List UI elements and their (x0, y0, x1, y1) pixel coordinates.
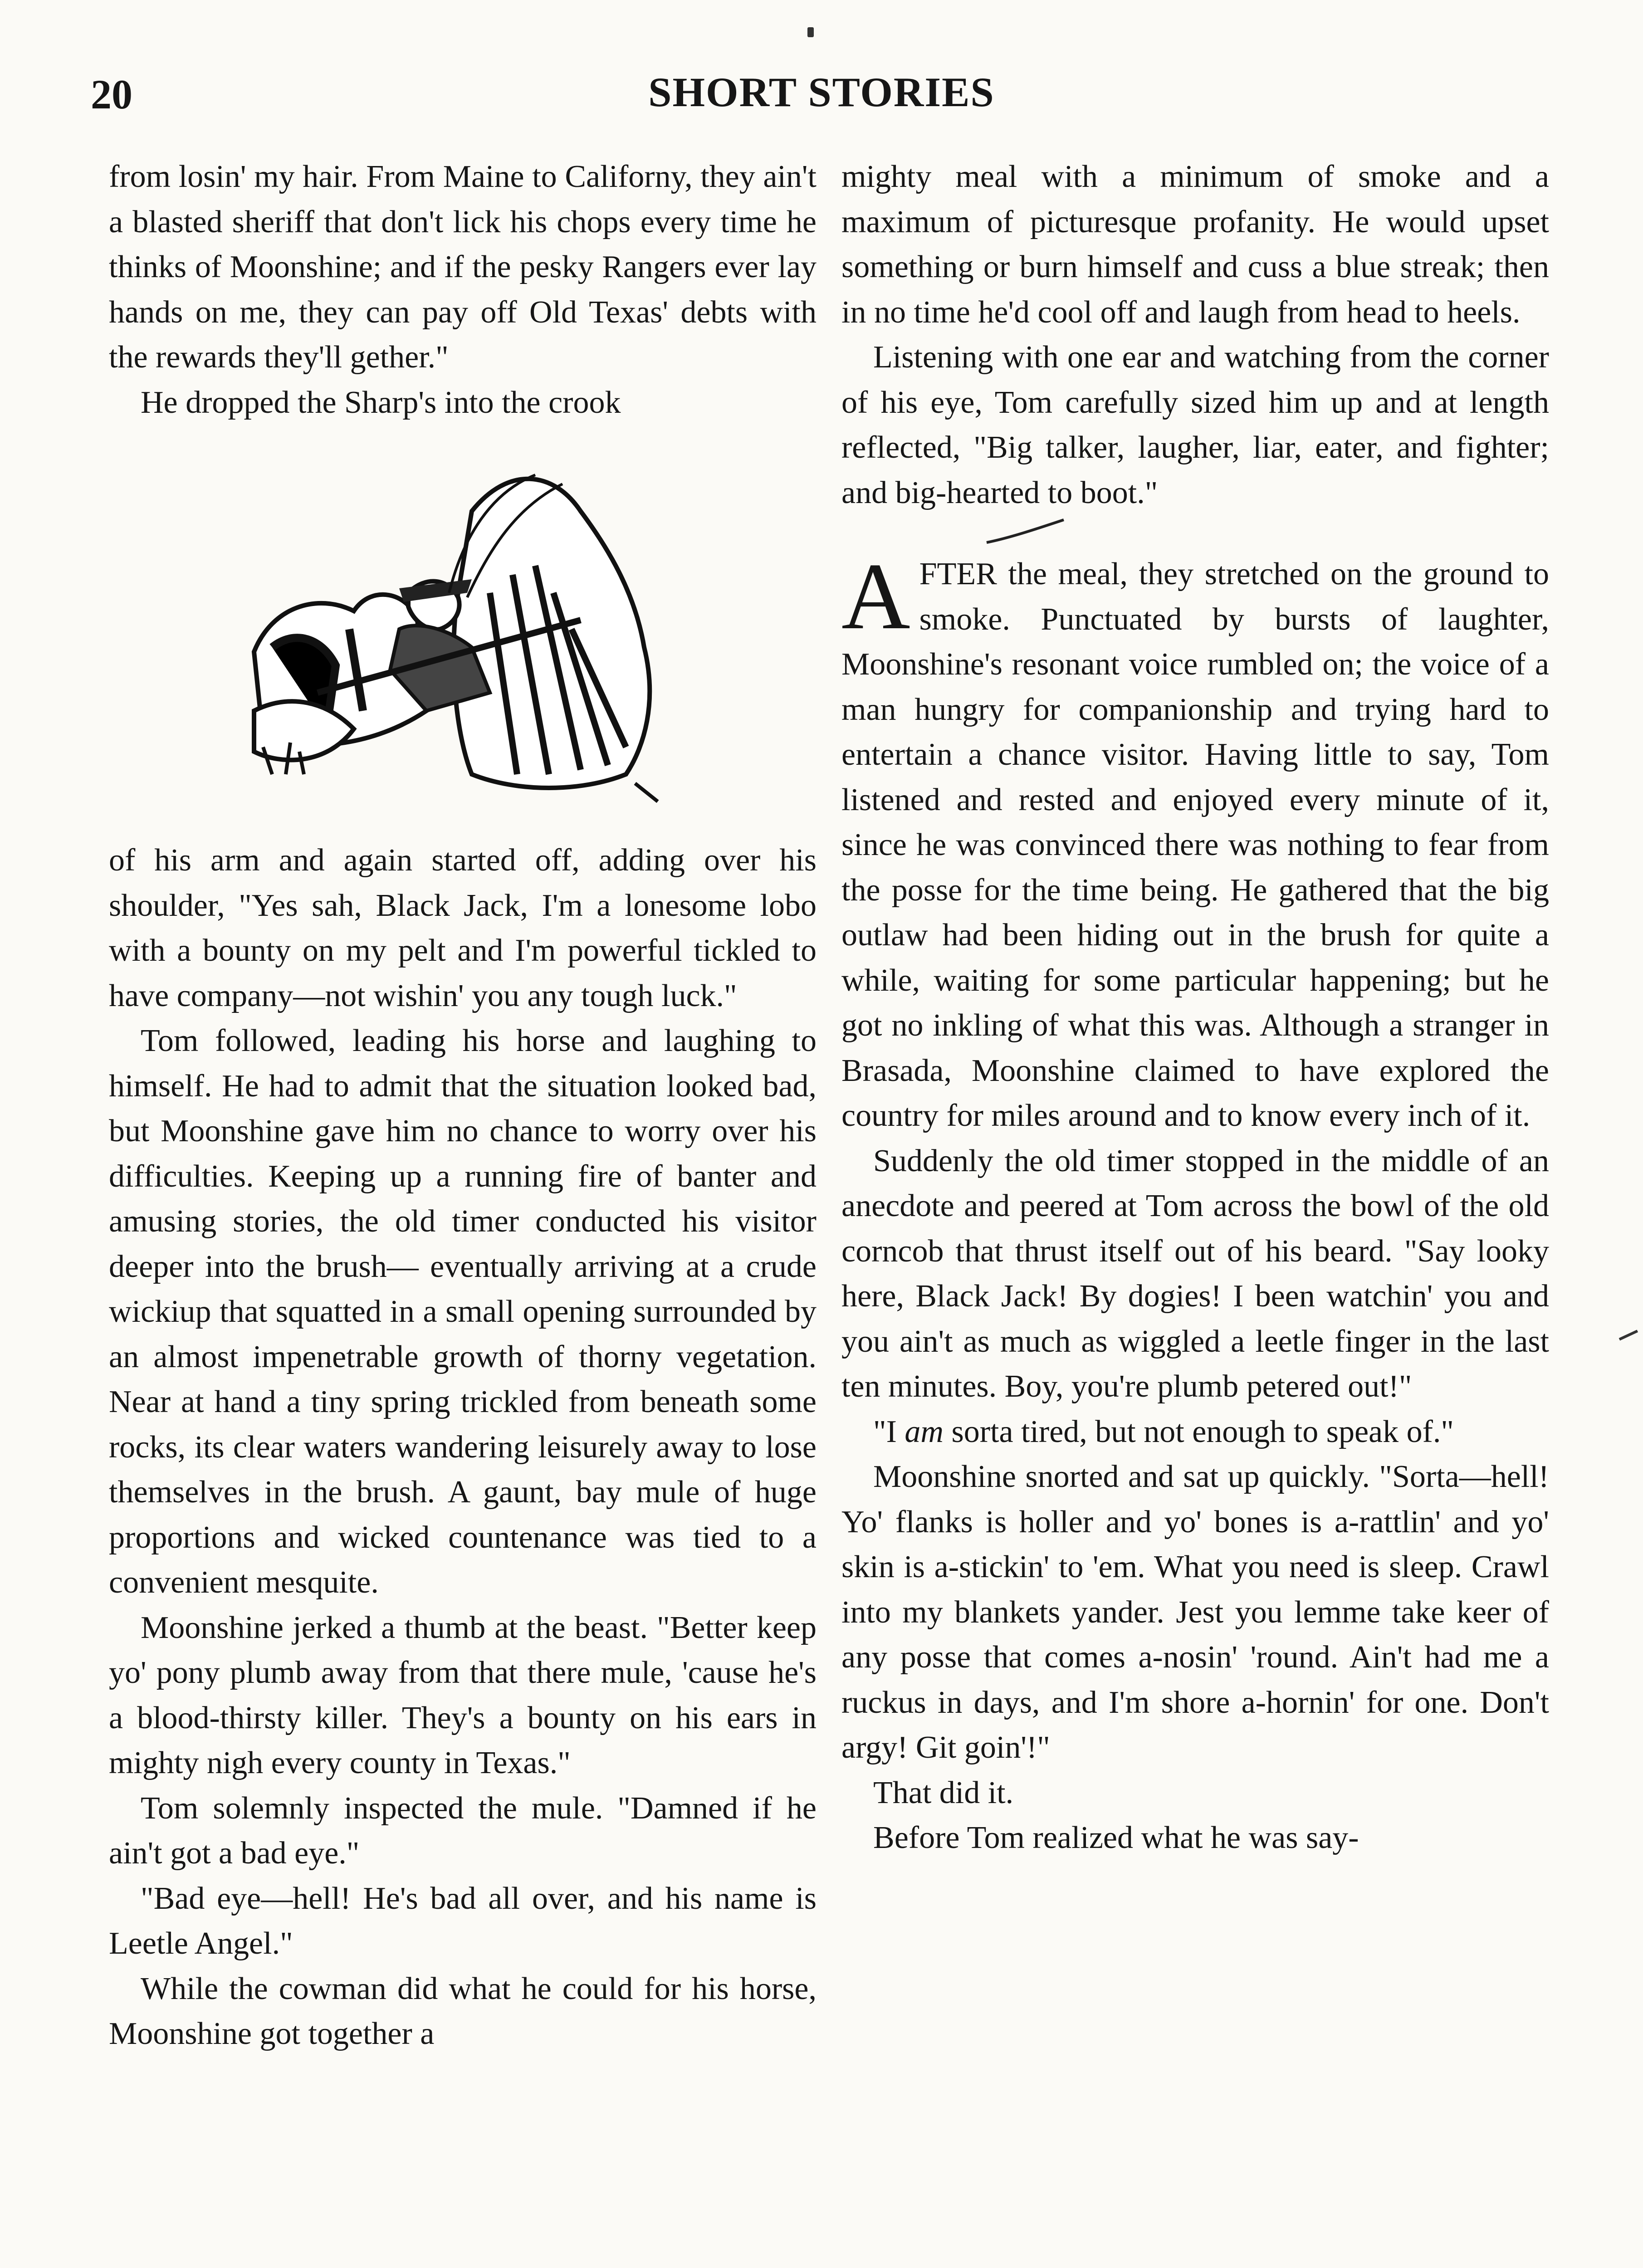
printer-mark (807, 27, 814, 37)
left-column (109, 154, 817, 2057)
emphasis: am (905, 1414, 944, 1449)
paragraph: Suddenly the old timer stopped in the middle of an anecdote and peered at Tom across the bowl of the old corncob that thrust itself out of his beard. "Say looky here, Black Jack! By dogies! I been watchin' you and you ain't as much as wiggled a leetle finger in the last ten minutes. Boy, you're plumb petered out!" (841, 1143, 1549, 1404)
drop-cap: A (841, 544, 910, 649)
right-column (841, 154, 1549, 1861)
page-number: 20 (91, 71, 132, 117)
section-break-flourish (978, 515, 1068, 547)
paragraph-text: FTER the meal, they stretched on the ground to smoke. Punctuated by bursts of laughter, Moonshine's resonant voice rumbled on; the voice of a man hungry for companionship and trying hard to entertain a chance visitor. Having little to say, Tom listened and rested and enjoyed every minute of it, since he was convinced there was nothing to fear from the posse for the time being. He gathered that the big outlaw had been hiding out in the brush for quite a while, waiting for some particular happening; but he got no inkling of what this was. Although a stranger in Brasada, Moonshine claimed to have explored the country for miles around and to know every inch of it. (841, 557, 1549, 1133)
paragraph (841, 1409, 1549, 1455)
paragraph: He dropped the Sharp's into the crook (141, 385, 621, 420)
margin-mark (1619, 1330, 1640, 1344)
paragraph: Before Tom realized what he was say- (873, 1820, 1359, 1855)
paragraph: That did it. (873, 1775, 1014, 1810)
paragraph: mighty meal with a minimum of smoke and a maximum of picturesque profanity. He would upset something or burn himself and cuss a blue streak; then in no time he'd cool off and laugh from head to heels. (841, 159, 1549, 330)
paragraph-text: sorta tired, but not enough to speak of." (943, 1414, 1454, 1449)
paragraph: Moonshine jerked a thumb at the beast. "Better keep yo' pony plumb away from that there mule, 'cause he's a blood-thirsty killer. They's a bounty on his ears in mighty nigh every county in Texas." (109, 1610, 817, 1780)
paragraph: of his arm and again started off, adding over his shoulder, "Yes sah, Black Jack, I'm a lonesome lobo with a bounty on my pelt and I'm powerful tickled to have company—not wishin' you any tough luck." (109, 843, 817, 1013)
paragraph: Listening with one ear and watching from the corner of his eye, Tom carefully sized him up and at length reflected, "Big talker, laugher, liar, eater, and fighter; and big-hearted to boot." (841, 340, 1549, 510)
paragraph-text: "I (873, 1414, 905, 1449)
paragraph: "Bad eye—hell! He's bad all over, and his name is Leetle Angel." (109, 1881, 817, 1961)
paragraph: Moonshine snorted and sat up quickly. "Sorta—hell! Yo' flanks is holler and yo' bones is a-rattlin' and yo' skin is a-stickin' to 'em. What you need is sleep. Crawl into my blankets yander. Jest you lemme take keer of any posse that comes a-nosin' 'round. Ain't had me a ruckus in days, and I'm shore a-hornin' for one. Don't argy! Git goin'!" (841, 1459, 1549, 1765)
running-head: SHORT STORIES (648, 69, 995, 115)
paragraph: While the cowman did what he could for his horse, Moonshine got together a (109, 1971, 817, 2051)
paragraph-with-dropcap (841, 544, 1549, 1139)
outlaw-with-rifle-illustration (236, 457, 689, 811)
paragraph: Tom solemnly inspected the mule. "Damned if he ain't got a bad eye." (109, 1790, 817, 1871)
paragraph: Tom followed, leading his horse and laughing to himself. He had to admit that the situation looked bad, but Moonshine gave him no chance to worry over his difficulties. Keeping up a running fire of banter and amusing stories, the old timer conducted his visitor deeper into the brush— eventually arriving at a crude wickiup that squatted in a small opening surrounded by an almost impenetrable growth of thorny vegetation. Near at hand a tiny spring trickled from beneath some rocks, its clear waters wandering leisurely away to lose themselves in the brush. A gaunt, bay mule of huge proportions and wicked countenance was tied to a convenient mesquite. (109, 1023, 817, 1600)
paragraph: from losin' my hair. From Maine to Californy, they ain't a blasted sheriff that don't lick his chops every time he thinks of Moonshine; and if the pesky Rangers ever lay hands on me, they can pay off Old Texas' debts with the rewards they'll gether." (109, 159, 817, 375)
